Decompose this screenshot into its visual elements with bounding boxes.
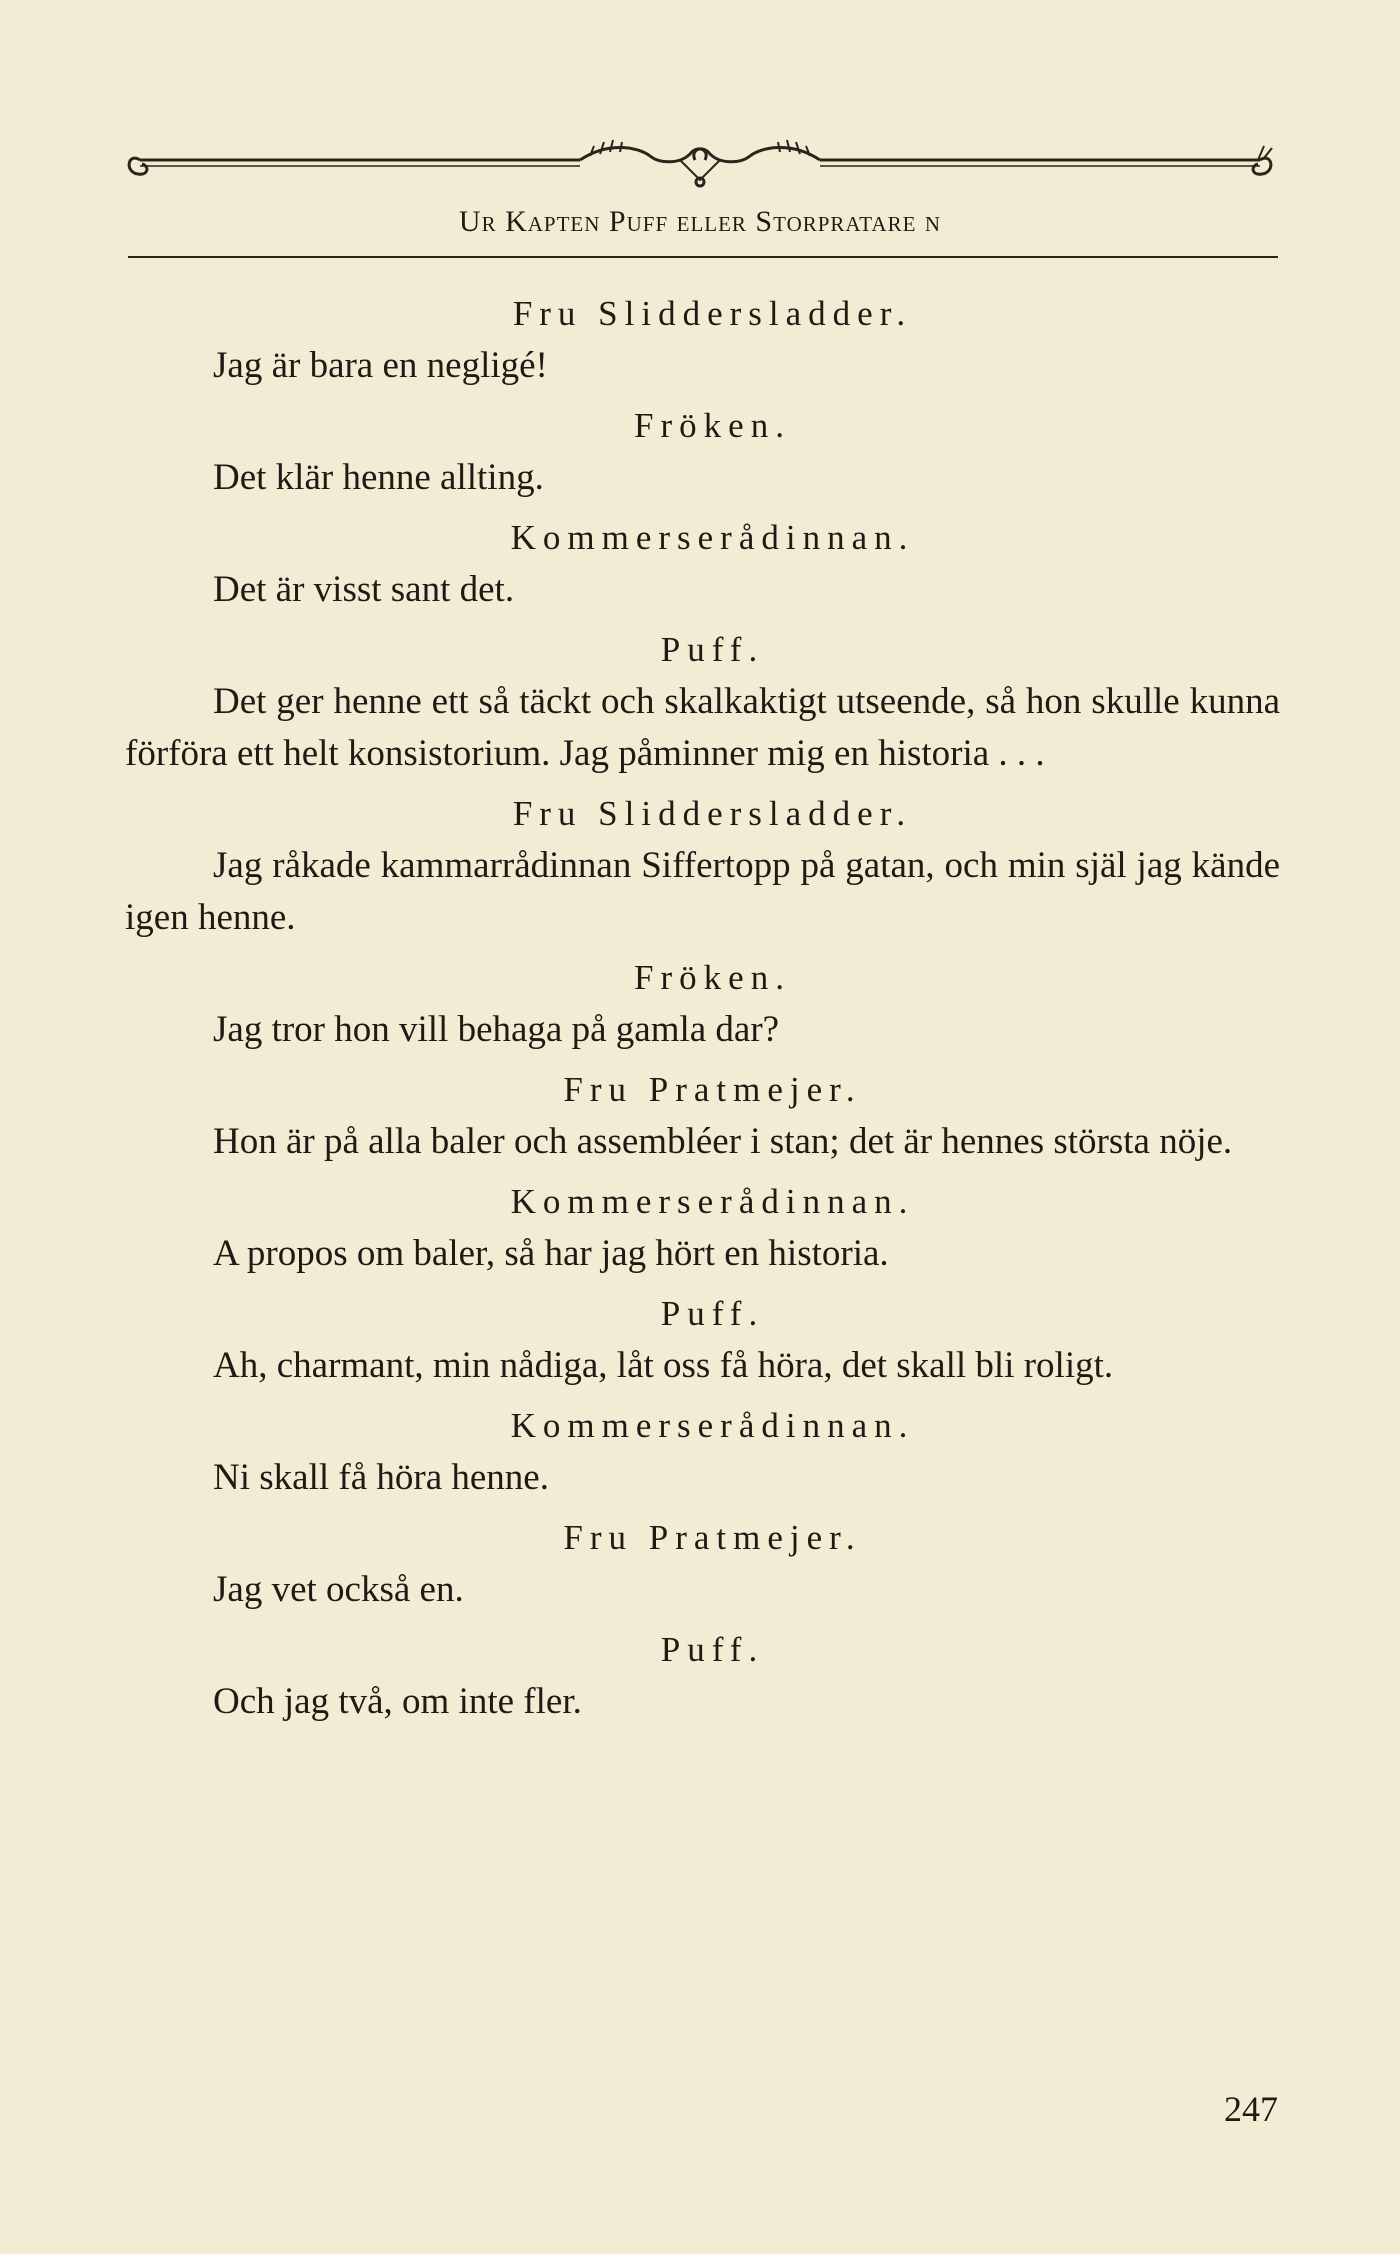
dialogue-line: Jag tror hon vill behaga på gamla dar? bbox=[213, 1009, 780, 1050]
speaker-name: Kommerserådinnan. bbox=[510, 518, 915, 557]
dialogue-line: Ni skall få höra henne. bbox=[213, 1457, 549, 1498]
speaker-name: Fru Sliddersladder. bbox=[512, 294, 913, 333]
dialogue-line: Ah, charmant, min nådiga, låt oss få höra, det skall bli roligt. bbox=[213, 1345, 1114, 1386]
speaker-name: Puff. bbox=[660, 1294, 765, 1333]
dialogue-line: Och jag två, om inte fler. bbox=[213, 1681, 582, 1722]
dialogue-line: Hon är på alla baler och assembléer i stan; det är hennes största nöje. bbox=[213, 1121, 1233, 1162]
page-number: 247 bbox=[1224, 2089, 1278, 2129]
dialogue-line: Jag råkade kammarrådinnan Siffertopp på gatan, och min själ jag kände igen henne. bbox=[125, 845, 1280, 938]
dialogue-entry bbox=[125, 952, 1280, 1056]
speaker-name: Puff. bbox=[660, 1630, 765, 1669]
dialogue-entry bbox=[125, 788, 1280, 944]
dialogue-entry bbox=[125, 1512, 1280, 1616]
dialogue-entry bbox=[125, 1176, 1280, 1280]
dialogue-entry bbox=[125, 288, 1280, 392]
dialogue-entry bbox=[125, 1400, 1280, 1504]
speaker-name: Fru Pratmejer. bbox=[563, 1070, 862, 1109]
speaker-name: Kommerserådinnan. bbox=[510, 1406, 915, 1445]
dialogue-line: A propos om baler, så har jag hört en historia. bbox=[213, 1233, 889, 1274]
speaker-name: Puff. bbox=[660, 630, 765, 669]
dialogue-entry bbox=[125, 400, 1280, 504]
speaker-name: Fru Pratmejer. bbox=[563, 1518, 862, 1557]
dialogue-line: Jag är bara en negligé! bbox=[213, 345, 548, 386]
dialogue-entry bbox=[125, 624, 1280, 780]
dialogue-entry bbox=[125, 512, 1280, 616]
dialogue-entry bbox=[125, 1064, 1280, 1168]
header-rule bbox=[128, 256, 1278, 258]
dialogue-line: Jag vet också en. bbox=[213, 1569, 464, 1610]
speaker-name: Fröken. bbox=[634, 406, 791, 445]
speaker-name: Fröken. bbox=[634, 958, 791, 997]
dialogue-entry bbox=[125, 1624, 1280, 1728]
dialogue-text bbox=[125, 280, 1280, 1728]
dialogue-line: Det ger henne ett så täckt och skalkaktigt utseende, så hon skulle kunna förföra ett helt konsistorium. Jag påminner mig en historia . . . bbox=[125, 681, 1280, 774]
speaker-name: Fru Sliddersladder. bbox=[512, 794, 913, 833]
speaker-name: Kommerserådinnan. bbox=[510, 1182, 915, 1221]
decorative-header-ornament bbox=[120, 130, 1280, 190]
dialogue-line: Det är visst sant det. bbox=[213, 569, 515, 610]
dialogue-entry bbox=[125, 1288, 1280, 1392]
dialogue-line: Det klär henne allting. bbox=[213, 457, 544, 498]
running-title: Ur Kapten Puff eller Storpratare n bbox=[458, 205, 942, 238]
